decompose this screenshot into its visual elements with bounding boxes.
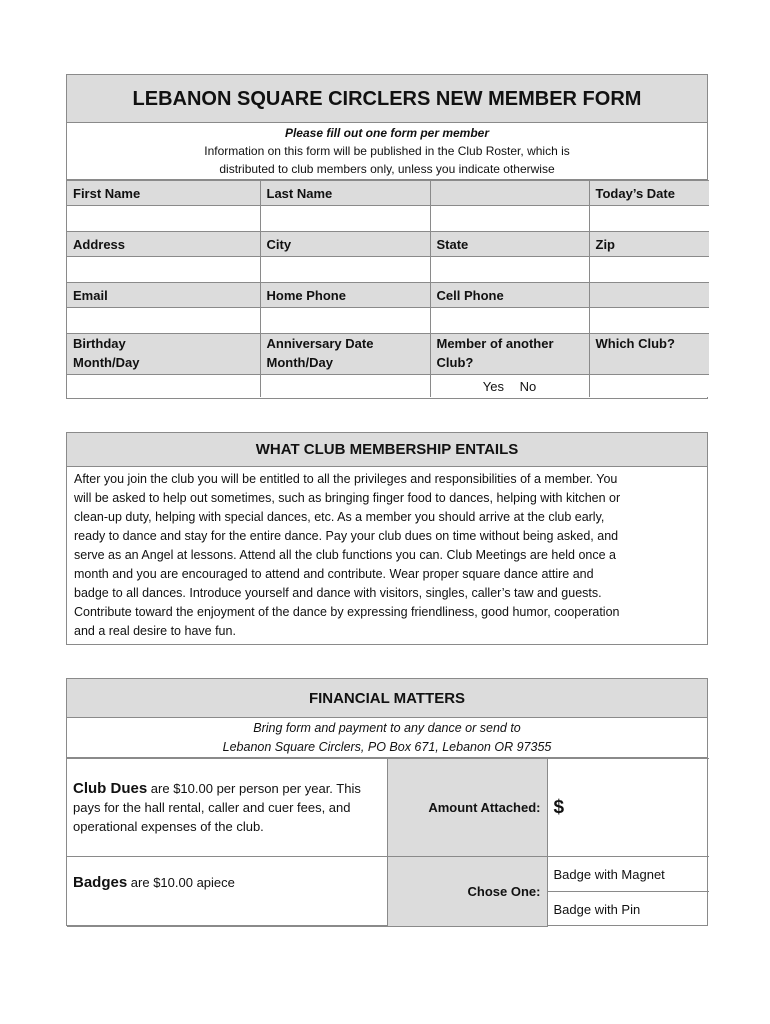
- member-info-table: [67, 180, 709, 397]
- label-city: City: [260, 232, 430, 257]
- last-name-field[interactable]: [260, 206, 430, 232]
- first-name-field[interactable]: [67, 206, 260, 232]
- anniversary-label-line-1: Anniversary Date: [266, 336, 374, 351]
- which-club-field[interactable]: [589, 375, 709, 398]
- zip-field[interactable]: [589, 257, 709, 283]
- address-field[interactable]: [67, 257, 260, 283]
- anniversary-field[interactable]: [260, 375, 430, 398]
- membership-line: clean-up duty, helping with special dances, etc. As a member you should arrive at the club early,: [74, 510, 605, 524]
- membership-line: month and you are encouraged to attend and contribute. Wear proper square dance attire and: [74, 567, 594, 581]
- label-last-name: Last Name: [260, 181, 430, 206]
- club-dues-heading: Club Dues: [73, 780, 148, 797]
- birthday-label-line-2: Month/Day: [73, 355, 140, 370]
- membership-line: will be asked to help out sometimes, such as bringing finger food to dances, helping with kitchen or: [74, 491, 621, 505]
- form-title: LEBANON SQUARE CIRCLERS NEW MEMBER FORM: [67, 75, 707, 123]
- financial-intro-line-2: Lebanon Square Circlers, PO Box 671, Lebanon OR 97355: [222, 740, 552, 754]
- label-zip: Zip: [589, 232, 709, 257]
- club-dues-text-1: are $10.00 per person per year. This: [147, 781, 361, 796]
- dollar-sign: $: [553, 796, 565, 818]
- amount-attached-label: Amount Attached:: [387, 759, 547, 857]
- city-field[interactable]: [260, 257, 430, 283]
- birthday-field[interactable]: [67, 375, 260, 398]
- membership-line: Contribute toward the enjoyment of the dance by expressing friendliness, good humor, cooperation: [74, 605, 620, 619]
- form-intro: [67, 123, 707, 180]
- form-note: Please fill out one form per member: [284, 126, 490, 140]
- membership-line: badge to all dances. Introduce yourself and dance with visitors, singles, caller’s taw and guests.: [74, 586, 602, 600]
- membership-title: WHAT CLUB MEMBERSHIP ENTAILS: [67, 433, 707, 467]
- label-home-phone: Home Phone: [260, 283, 430, 308]
- home-phone-field[interactable]: [260, 308, 430, 334]
- membership-line: ready to dance and stay for the entire dance. Pay your club dues on time without being asked, and: [74, 529, 619, 543]
- financial-intro: [67, 718, 707, 758]
- financial-intro-line-1: Bring form and payment to any dance or send to: [253, 721, 521, 735]
- badges-text: are $10.00 apiece: [127, 875, 235, 890]
- financial-table: [67, 758, 709, 927]
- label-email: Email: [67, 283, 260, 308]
- label-member-other-club: [430, 334, 589, 375]
- form-info-line-2: distributed to club members only, unless you indicate otherwise: [219, 162, 555, 176]
- label-which-club: [589, 334, 709, 375]
- badge-magnet-option[interactable]: Badge with Magnet: [547, 857, 709, 892]
- label-anniversary: [260, 334, 430, 375]
- badge-pin-option[interactable]: Badge with Pin: [547, 892, 709, 927]
- choose-one-label: Chose One:: [387, 857, 547, 927]
- financial-matters-section: [66, 678, 708, 926]
- financial-title: FINANCIAL MATTERS: [67, 679, 707, 718]
- anniversary-label-line-2: Month/Day: [266, 355, 333, 370]
- club-dues-text-3: operational expenses of the club.: [73, 819, 264, 834]
- membership-body: [67, 467, 707, 641]
- form-info-line-1: Information on this form will be published in the Club Roster, which is: [204, 144, 570, 158]
- amount-attached-field[interactable]: [547, 759, 709, 857]
- club-dues-text-2: pays for the hall rental, caller and cuer fees, and: [73, 800, 351, 815]
- birthday-label-line-1: Birthday: [73, 336, 126, 351]
- label-first-name: First Name: [67, 181, 260, 206]
- label-todays-date: Today’s Date: [589, 181, 709, 206]
- cell-phone-field[interactable]: [430, 308, 589, 334]
- membership-line: serve as an Angel at lessons. Attend all the club functions you can. Club Meetings are held once a: [74, 548, 617, 562]
- extra-field[interactable]: [589, 308, 709, 334]
- yes-option[interactable]: Yes: [482, 378, 504, 394]
- label-birthday: [67, 334, 260, 375]
- label-cell-phone: Cell Phone: [430, 283, 589, 308]
- badges-description: [67, 857, 387, 927]
- todays-date-field[interactable]: [589, 206, 709, 232]
- state-field[interactable]: [430, 257, 589, 283]
- new-member-form-section: [66, 74, 708, 399]
- which-club-label: Which Club?: [595, 336, 675, 351]
- no-option[interactable]: No: [519, 378, 537, 394]
- badges-heading: Badges: [73, 874, 128, 891]
- label-state: State: [430, 232, 589, 257]
- membership-line: After you join the club you will be entitled to all the privileges and responsibilities of a member. You: [74, 472, 618, 486]
- label-empty: [430, 181, 589, 206]
- club-dues-description: [67, 759, 387, 857]
- member-label-line-2: Club?: [436, 355, 474, 370]
- email-field[interactable]: [67, 308, 260, 334]
- member-label-line-1: Member of another: [436, 336, 554, 351]
- membership-entails-section: [66, 432, 708, 645]
- member-other-club-choice: [430, 375, 589, 398]
- label-address: Address: [67, 232, 260, 257]
- membership-line: and a real desire to have fun.: [74, 624, 236, 638]
- label-empty-2: [589, 283, 709, 308]
- name-extra-field[interactable]: [430, 206, 589, 232]
